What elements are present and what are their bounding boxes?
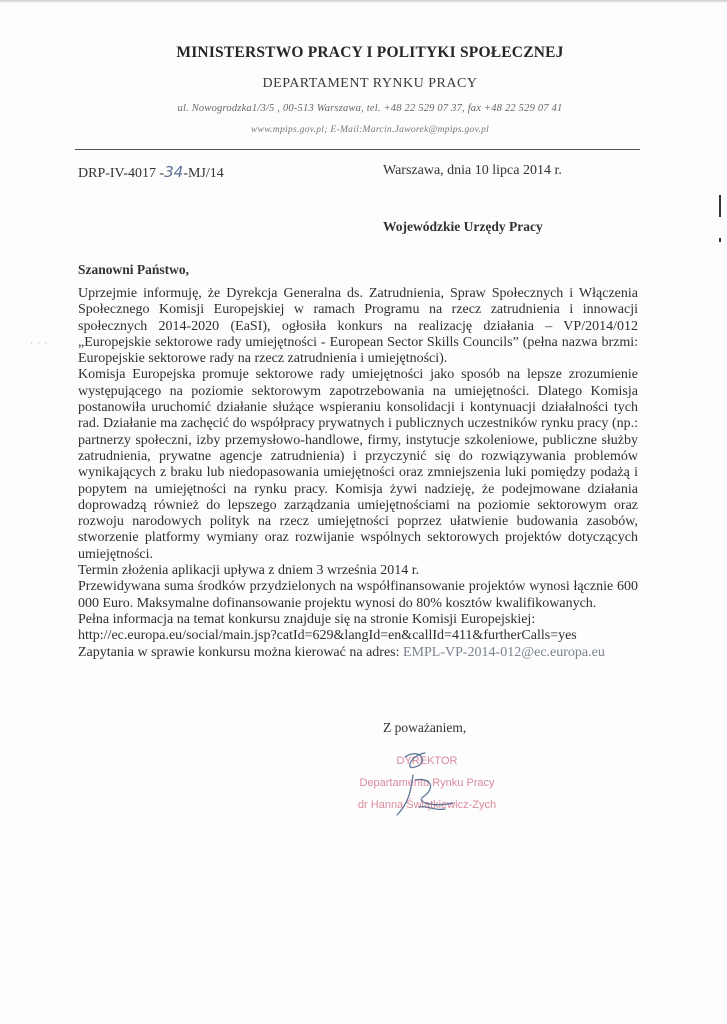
scan-top-edge — [0, 0, 727, 3]
address-line: ul. Nowogrodzka1/3/5 , 00-513 Warszawa, tel. +48 22 529 07 37, fax +48 22 529 07 41 — [177, 103, 563, 114]
scan-margin-mark — [719, 238, 721, 242]
handwritten-number: 34 — [164, 163, 184, 181]
contact-email-link[interactable]: EMPL-VP-2014-012@ec.europa.eu — [403, 644, 605, 660]
paragraph-contact — [78, 645, 638, 661]
salutation: Szanowni Państwo, — [78, 262, 190, 277]
letter-body — [78, 286, 638, 661]
handwritten-signature — [375, 745, 485, 825]
stamp-unit: Departamentu Rynku Pracy — [359, 777, 495, 789]
ministry-name: MINISTERSTWO PRACY I POLITYKI SPOŁECZNEJ — [176, 44, 564, 61]
reference-suffix: -MJ/14 — [183, 166, 224, 181]
header-divider — [75, 149, 640, 150]
stamp-title: DYREKTOR — [396, 755, 458, 767]
letter-date: Warszawa, dnia 10 lipca 2014 r. — [383, 163, 562, 178]
info-url[interactable]: http://ec.europa.eu/social/main.jsp?catId=629&langId=en&callId=411&furtherCalls=yes — [78, 628, 577, 644]
paragraph-funding: Przewidywana suma środków przydzielonych na współfinansowanie projektów wynosi łącznie 600 000 Euro. Maksymalne dofinansowanie projektu wynosi do 80% kosztów kwalifikowanych. — [78, 579, 638, 611]
department-name: DEPARTAMENT RYNKU PRACY — [262, 76, 478, 91]
reference-number — [78, 163, 224, 182]
recipient: Wojewódzkie Urzędy Pracy — [383, 219, 543, 234]
paragraph-info: Pełna informacja na temat konkursu znajduje się na stronie Komisji Europejskiej: — [78, 611, 536, 627]
paragraph-deadline: Termin złożenia aplikacji upływa z dniem 3 września 2014 r. — [78, 563, 420, 579]
scan-speck: · · · — [30, 338, 49, 348]
stamp-name: dr Hanna Świątkiewicz-Zych — [357, 799, 497, 811]
scan-margin-mark — [719, 195, 721, 217]
web-email-line: www.mpips.gov.pl; E-Mail:Marcin.Jaworek@mpips.gov.pl — [250, 125, 490, 135]
paragraph-commission: Komisja Europejska promuje sektorowe rady umiejętności jako sposób na lepsze zrozumienie występującego na poziomie sektorowym zapotrzebowania na umiejętności. Dlatego Komisja postanowiła uruchomić działanie służące wspieraniu konsolidacji i kontynuacji działalności tych rad. Działanie ma zachęcić do współpracy prywatnych i publicznych uczestników rynku pracy (np.: partnerzy społeczni, izby przemysłowo-handlowe, firmy, instytucje szkoleniowe, publiczne służby zatrudnienia, prywatne agencje zatrudnienia) i przyczynić się do rozwiązywania problemów wynikających z braku lub niedopasowania umiejętności oraz zmniejszenia luki pomiędzy podażą i popytem na umiejętności na rynku pracy. Komisja żywi nadzieję, że podejmowane działania doprowadzą również do lepszego zarządzania umiejętnościami na poziomie sektorowym oraz rozwoju narodowych polityk na rzecz umiejętności poprzez ułatwienie budowania zasobów, stworzenie platformy wymiany oraz rozwijanie wspólnych sektorowych projektów dotyczących umiejętności. — [78, 367, 638, 562]
reference-prefix: DRP-IV-4017 - — [78, 166, 165, 181]
paragraph-intro: Uprzejmie informuję, że Dyrekcja Generalna ds. Zatrudnienia, Spraw Społecznych i Włączenia Społecznego Komisji Europejskiej w ramach Programu na rzecz zatrudnienia i innowacji społecznych 2014-2020 (EaSI), ogłosiła konkurs na realizację działania – VP/2014/012 „Europejskie sektorowe rady umiejętności - European Sector Skills Councils” (pełna nazwa brzmi: Europejskie sektorowe rady na rzecz zatrudnienia i umiejętności). — [78, 286, 638, 367]
contact-text: Zapytania w sprawie konkursu można kierować na adres: — [78, 644, 403, 660]
closing: Z poważaniem, — [383, 720, 467, 735]
